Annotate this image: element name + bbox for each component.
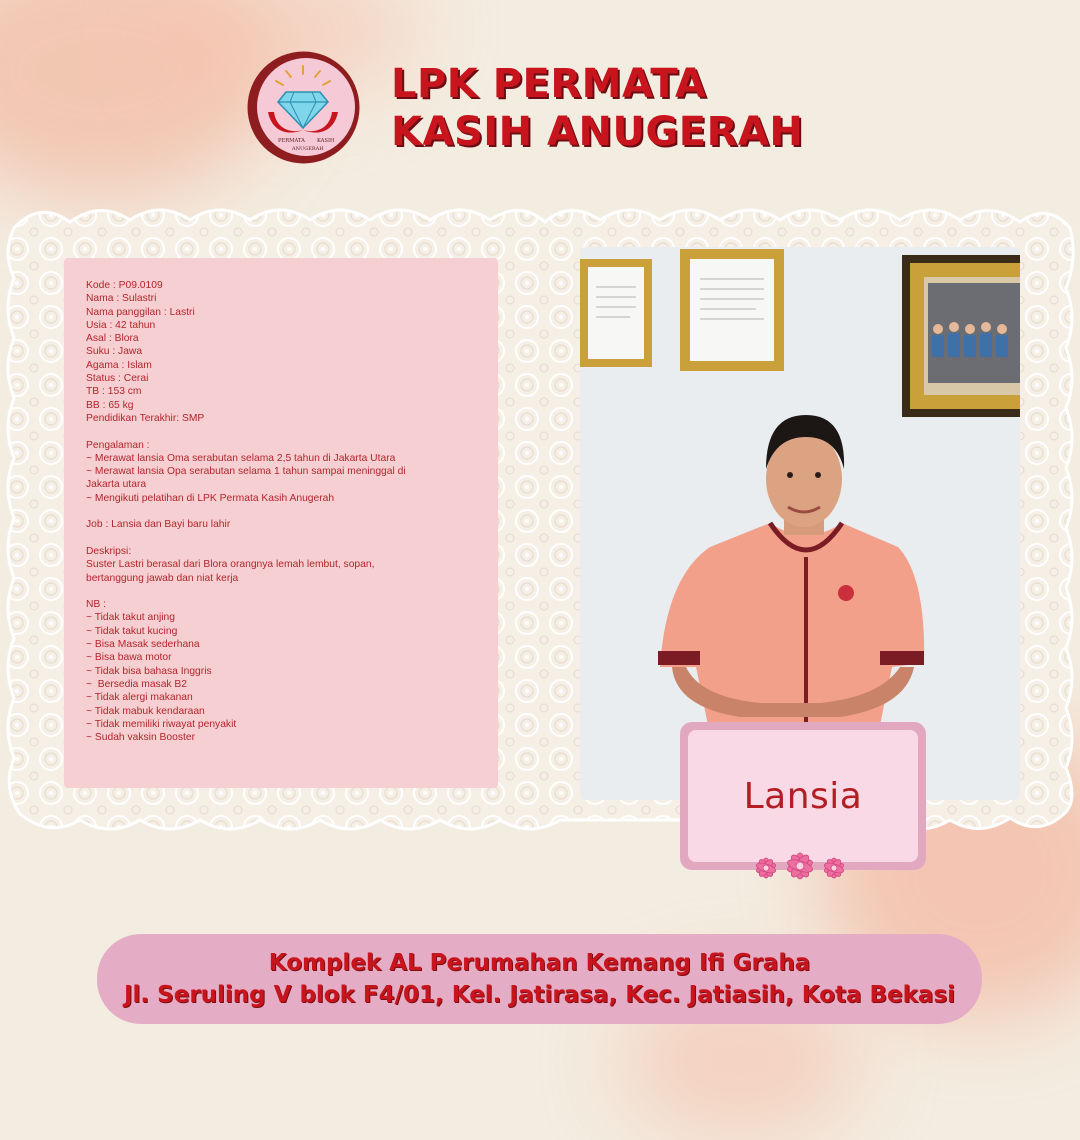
profile-line: Jakarta utara (86, 479, 147, 491)
profile-line: Status : Cerai (86, 373, 149, 385)
profile-line (86, 585, 476, 598)
brand-title-line1: LPK PERMATA (391, 61, 707, 107)
logo-text: ANUGERAH (292, 146, 324, 152)
address-line2: Jl. Seruling V blok F4/01, Kel. Jatirasa, Kec. Jatiasih, Kota Bekasi (123, 982, 956, 1008)
profile-photo (580, 247, 1020, 800)
address-line1: Komplek AL Perumahan Kemang Ifi Graha (268, 950, 811, 976)
profile-card (64, 258, 498, 788)
profile-line: NB : (86, 599, 107, 611)
profile-line: Suku : Jawa (86, 346, 143, 358)
profile-line: ~ Tidak alergi makanan (86, 692, 193, 704)
category-tag-label: Lansia (743, 776, 863, 817)
brand-title (391, 60, 803, 156)
profile-line: ~ Bisa Masak sederhana (86, 639, 200, 651)
profile-line: Nama panggilan : Lastri (86, 306, 195, 318)
profile-line: ~ Bersedia masak B2 (86, 678, 188, 690)
profile-line: Nama : Sulastri (86, 293, 157, 305)
profile-line: Pengalaman : (86, 439, 150, 451)
category-tag-inner (688, 730, 918, 862)
profile-line: Deskripsi: (86, 545, 132, 557)
logo-text: PERMATA (278, 138, 305, 144)
profile-line: ~ Merawat lansia Oma serabutan selama 2,5 tahun di Jakarta Utara (86, 452, 396, 464)
profile-line: Pendidikan Terakhir: SMP (86, 412, 205, 424)
diamond-logo-icon (246, 50, 361, 165)
profile-line: Suster Lastri berasal dari Blora orangnya lemah lembut, sopan, (86, 559, 375, 571)
profile-line: ~ Tidak bisa bahasa Inggris (86, 665, 212, 677)
photo-illustration (580, 247, 1020, 800)
flower-icon (752, 846, 848, 886)
header (246, 50, 806, 165)
profile-line: Agama : Islam (86, 359, 152, 371)
profile-line: ~ Merawat lansia Opa serabutan selama 1 tahun sampai meninggal di (86, 466, 406, 478)
profile-line: Job : Lansia dan Bayi baru lahir (86, 519, 231, 531)
profile-line (86, 505, 476, 518)
profile-line: ~ Sudah vaksin Booster (86, 732, 196, 744)
profile-line: BB : 65 kg (86, 399, 134, 411)
profile-line: TB : 153 cm (86, 386, 142, 398)
address-banner (97, 934, 982, 1024)
profile-line: Usia : 42 tahun (86, 319, 156, 331)
profile-line: ~ Mengikuti pelatihan di LPK Permata Kasih Anugerah (86, 492, 335, 504)
logo-text: KASIH (317, 138, 335, 144)
profile-line: ~ Tidak mabuk kendaraan (86, 705, 205, 717)
profile-lines (86, 279, 476, 744)
profile-line: ~ Tidak takut kucing (86, 625, 178, 637)
profile-line: ~ Tidak memiliki riwayat penyakit (86, 718, 237, 730)
profile-line: ~ Bisa bawa motor (86, 652, 172, 664)
brand-title-line2: KASIH ANUGERAH (391, 109, 804, 155)
profile-line (86, 532, 476, 545)
profile-line: Kode : P09.0109 (86, 280, 163, 291)
profile-line: Asal : Blora (86, 333, 139, 345)
profile-line: bertanggung jawab dan niat kerja (86, 572, 239, 584)
profile-line (86, 425, 476, 438)
profile-line: ~ Tidak takut anjing (86, 612, 176, 624)
